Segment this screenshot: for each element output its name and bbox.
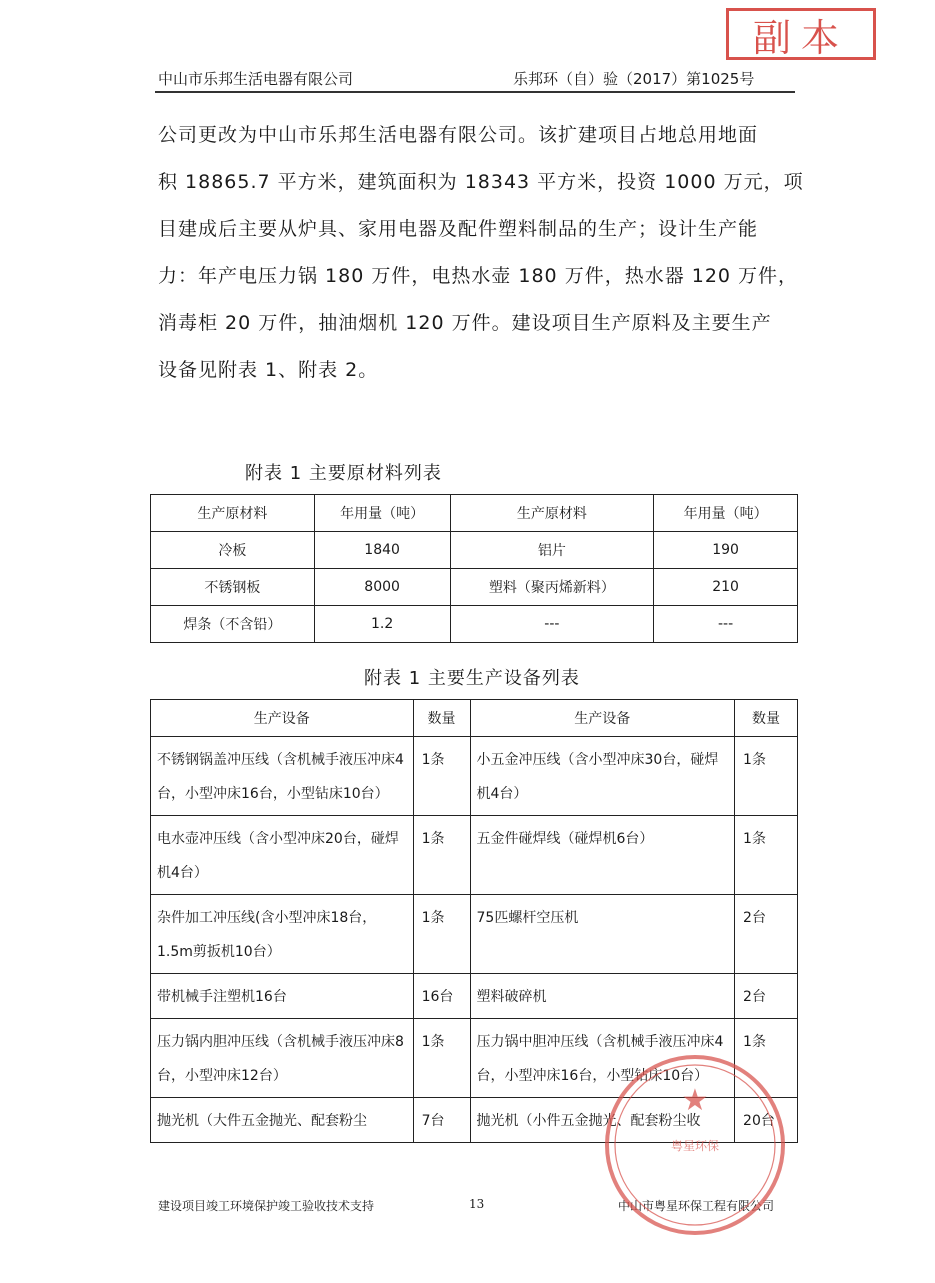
raw-materials-table — [150, 494, 798, 643]
table-cell: 冷板 — [151, 532, 315, 569]
table-cell: 不锈钢锅盖冲压线（含机械手液压冲床4台，小型冲床16台，小型钻床10台） — [151, 737, 414, 816]
table-cell: 1条 — [735, 816, 798, 895]
table-row — [151, 532, 798, 569]
table-row — [151, 895, 798, 974]
copy-stamp: 副本 — [726, 8, 876, 60]
paragraph-line: 力：年产电压力锅 180 万件，电热水壶 180 万件，热水器 120 万件， — [158, 265, 799, 287]
table-header-cell: 数量 — [735, 700, 798, 737]
table-cell: 75匹螺杆空压机 — [470, 895, 735, 974]
table-cell: 塑料破碎机 — [470, 974, 735, 1019]
company-seal — [600, 1050, 790, 1240]
table-header-cell: 生产设备 — [470, 700, 735, 737]
table-header-cell: 生产原材料 — [450, 495, 654, 532]
table-cell: 抛光机（小件五金抛光、配套粉尘收 — [470, 1098, 735, 1143]
raw-materials-table-title: 附表 1 主要原材料列表 — [245, 463, 442, 484]
table-header-row — [151, 495, 798, 532]
header-company: 中山市乐邦生活电器有限公司 — [158, 70, 354, 88]
table-cell: 抛光机（大件五金抛光、配套粉尘 — [151, 1098, 414, 1143]
table-header-cell: 数量 — [413, 700, 470, 737]
header-rule — [155, 91, 795, 93]
table-header-cell: 生产原材料 — [151, 495, 315, 532]
table-cell: 8000 — [314, 569, 450, 606]
table-cell: 210 — [654, 569, 798, 606]
svg-text:★: ★ — [681, 1083, 709, 1118]
table-cell: 20台 — [735, 1098, 798, 1143]
paragraph-line: 积 18865.7 平方米，建筑面积为 18343 平方米，投资 1000 万元，项 — [158, 171, 804, 193]
table-row — [151, 816, 798, 895]
footer-company: 中山市粤星环保工程有限公司 — [618, 1199, 775, 1213]
table-header-row — [151, 700, 798, 737]
table-cell: --- — [450, 606, 654, 643]
body-paragraph — [158, 112, 804, 394]
table-header-cell: 生产设备 — [151, 700, 414, 737]
paragraph-line: 消毒柜 20 万件，抽油烟机 120 万件。建设项目生产原料及主要生产 — [158, 312, 772, 334]
table-cell: 焊条（不含铅） — [151, 606, 315, 643]
table-cell: 杂件加工冲压线(含小型冲床18台，1.5m剪扳机10台） — [151, 895, 414, 974]
table-row — [151, 974, 798, 1019]
table-header-cell: 年用量（吨） — [314, 495, 450, 532]
table-cell: 1条 — [413, 737, 470, 816]
table-cell: 16台 — [413, 974, 470, 1019]
table-cell: 不锈钢板 — [151, 569, 315, 606]
table-row — [151, 569, 798, 606]
table-cell: 1条 — [735, 737, 798, 816]
header-doc-number: 乐邦环（自）验（2017）第1025号 — [513, 70, 755, 88]
table-row — [151, 737, 798, 816]
table-cell: 190 — [654, 532, 798, 569]
table-cell: 1840 — [314, 532, 450, 569]
table-cell: 压力锅内胆冲压线（含机械手液压冲床8台，小型冲床12台） — [151, 1019, 414, 1098]
table-cell: 2台 — [735, 895, 798, 974]
table-cell: 铝片 — [450, 532, 654, 569]
table-cell: 1.2 — [314, 606, 450, 643]
table-row — [151, 606, 798, 643]
table-cell: --- — [654, 606, 798, 643]
table-cell: 1条 — [413, 816, 470, 895]
paragraph-line: 公司更改为中山市乐邦生活电器有限公司。该扩建项目占地总用地面 — [158, 124, 759, 146]
table-cell: 1条 — [413, 1019, 470, 1098]
table-cell: 7台 — [413, 1098, 470, 1143]
paragraph-line: 设备见附表 1、附表 2。 — [158, 359, 379, 381]
page-number: 13 — [469, 1197, 485, 1211]
equipment-table-title: 附表 1 主要生产设备列表 — [364, 668, 580, 689]
table-cell: 压力锅中胆冲压线（含机械手液压冲床4台，小型冲床16台，小型钻床10台） — [470, 1019, 735, 1098]
svg-text:粤星环保: 粤星环保 — [670, 1139, 720, 1153]
table-cell: 塑料（聚丙烯新料） — [450, 569, 654, 606]
table-cell: 2台 — [735, 974, 798, 1019]
table-cell: 1条 — [735, 1019, 798, 1098]
footer-left-text: 建设项目竣工环境保护竣工验收技术支持 — [158, 1199, 375, 1213]
table-cell: 带机械手注塑机16台 — [151, 974, 414, 1019]
table-cell: 电水壶冲压线（含小型冲床20台，碰焊机4台） — [151, 816, 414, 895]
table-header-cell: 年用量（吨） — [654, 495, 798, 532]
table-cell: 五金件碰焊线（碰焊机6台） — [470, 816, 735, 895]
table-cell: 小五金冲压线（含小型冲床30台，碰焊机4台） — [470, 737, 735, 816]
table-cell: 1条 — [413, 895, 470, 974]
paragraph-line: 目建成后主要从炉具、家用电器及配件塑料制品的生产；设计生产能 — [158, 218, 759, 240]
